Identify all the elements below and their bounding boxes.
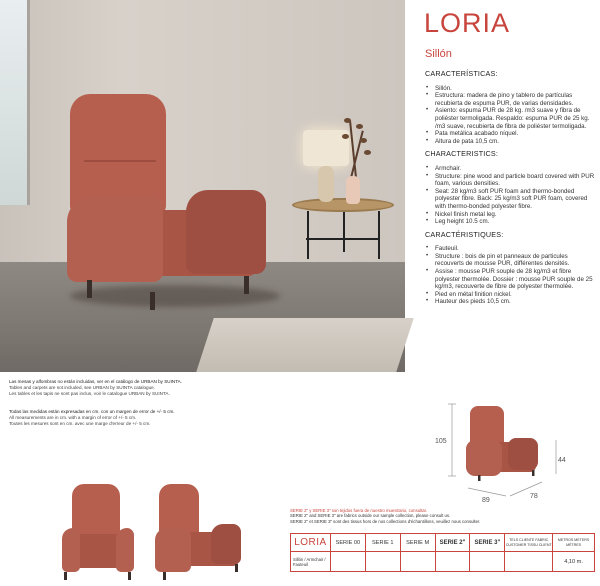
spec-item: • Sillón. <box>424 85 596 93</box>
specs-heading: CARACTERÍSTICAS: <box>425 69 498 78</box>
serie-note-es: SERIE 2" y SERIE 3" son tejidos fuera de nuestro muestrario, consultar. <box>290 508 428 513</box>
price-table <box>290 533 595 572</box>
width-label: 89 <box>482 497 490 504</box>
drawing-chair-leg <box>478 475 481 481</box>
depth-label: 78 <box>530 493 538 500</box>
lamp-base <box>318 166 334 202</box>
thumb-chair-leg <box>64 572 67 580</box>
width-line <box>468 488 506 496</box>
serie-header: SERIE M <box>400 534 435 552</box>
serie-header: SERIE 3" <box>470 534 505 552</box>
specs-heading: CHARACTERISTICS: <box>425 149 499 159</box>
side-view-photo <box>155 484 250 584</box>
height-label: 105 <box>435 438 447 445</box>
note-line: Todas las medidas están expresadas en cm. con un margen de error de +/- 5 cm. <box>9 409 175 414</box>
drawing-chair-leg <box>532 470 535 476</box>
thumb-chair-arm <box>211 524 241 564</box>
price-table-header <box>291 534 595 552</box>
spec-item: • Pied en métal finition nickel. <box>424 291 596 299</box>
leaf <box>360 138 367 143</box>
armchair-left-arm <box>67 196 163 282</box>
spec-item: • Structure : bois de pin et panneaux de particules recouverts de mousse PUR, différentes densités. <box>424 253 596 268</box>
tables-note <box>9 379 249 398</box>
dimension-drawing <box>435 398 594 504</box>
spec-item: • Leg height 10.5 cm. <box>424 218 596 226</box>
table-crossbar <box>306 238 378 240</box>
meters-value: 4,10 m. <box>553 552 595 572</box>
note-line: Las mesas y alfombras no están incluidas, ver en el catálogo de URBAN by SUINTA. <box>9 379 183 384</box>
seat-height-label: 44 <box>558 457 566 464</box>
price-cell <box>470 552 505 572</box>
product-type: Sillón <box>425 48 452 60</box>
price-cell <box>505 552 553 572</box>
spec-item: • Pata metálica acabado níquel. <box>424 130 596 138</box>
armchair-leg <box>244 276 249 294</box>
price-model: LORIA <box>291 534 331 552</box>
rug <box>196 318 414 372</box>
serie-header: SERIE 2" <box>435 534 470 552</box>
table-row <box>291 552 595 572</box>
specs-es <box>424 70 596 145</box>
spec-item: • Hauteur des pieds 10,5 cm. <box>424 298 596 306</box>
table-leg <box>343 212 345 252</box>
specs-fr <box>424 231 596 306</box>
drawing-chair-arm <box>466 440 502 476</box>
spec-item: • Asiento: espuma PUR de 28 kg. /m3 suave y fibra de poliéster termoligada. Respaldo: espuma PUR de 25 kg. /m3 suave, recubierta de fibra de poliéster termoligada. <box>424 107 596 130</box>
thumb-chair-arm <box>62 528 80 572</box>
serie-header: SERIE 00 <box>330 534 365 552</box>
vase <box>346 176 360 204</box>
table-leg <box>378 211 380 259</box>
drawing-chair-arm <box>508 438 538 470</box>
spec-item: • Structure: pine wood and particle board covered with PUR foam, various densities. <box>424 173 596 188</box>
side-table-top <box>292 198 394 212</box>
measures-note <box>9 409 249 428</box>
serie-note-en: SERIE 2" and SERIE 3" are fabrics outside our sample collection, please consult us. <box>290 513 451 519</box>
client-fabric-header: TELS CLIENTE FABRIC CUSTOMER TISSU CLIENT <box>505 534 553 552</box>
armchair-back-seam <box>84 160 156 162</box>
armchair-right-arm <box>186 190 266 274</box>
specifications <box>424 70 596 311</box>
thumb-chair-leg <box>128 572 131 580</box>
thumb-chair-leg <box>235 564 238 572</box>
leaf <box>344 118 351 123</box>
note-line: Les tables et les tapis ne sont pas inclus, voir le catalogue URBAN by SUINTA. <box>9 391 170 397</box>
spec-item: • Assise : mousse PUR souple de 28 kg/m3 et fibre polyester thermolée. Dossier : mousse PUR souple de 25 kg/m3, recouverte de fibre de polyester thermolée. <box>424 268 596 291</box>
serie-header: SERIE 1 <box>365 534 400 552</box>
thumb-chair-arm <box>155 528 191 572</box>
spec-item: • Estructura: madera de pino y tablero de partículas recubierta de espuma PUR, de varias densidades. <box>424 92 596 107</box>
meters-header: METROS METERS MÈTRES <box>553 534 595 552</box>
spec-item: • Altura de pata 10,5 cm. <box>424 138 596 146</box>
armchair-leg <box>150 292 155 310</box>
spec-item: • Fauteuil. <box>424 245 596 253</box>
thumb-chair-arm <box>116 528 134 572</box>
leaf <box>364 150 371 155</box>
serie-note <box>290 508 595 524</box>
window <box>0 0 30 205</box>
front-view-photo <box>58 484 138 584</box>
note-line: Tables and carpets are not included, see URBAN by SUINTA catalogue. <box>9 385 155 391</box>
spec-item: • Seat: 28 kg/m3 soft PUR foam and thermo-bonded polyester fibre. Back: 25 kg/m3 soft PUR foam, covered with thermo-bonded polyester fibre. <box>424 188 596 211</box>
thumb-chair-leg <box>163 572 166 580</box>
table-leg <box>307 211 309 259</box>
spec-item: • Armchair. <box>424 165 596 173</box>
leaf <box>356 124 363 129</box>
price-cell <box>435 552 470 572</box>
specs-en <box>424 150 596 225</box>
armchair-leg <box>87 280 92 298</box>
serie-note-fr: SERIE 2" et SERIE 3" sont des tissus hors de nos collections d'échantillons, veuillez nous consulter. <box>290 518 481 524</box>
leaf <box>342 134 349 139</box>
spec-item: • Nickel finish metal leg. <box>424 211 596 219</box>
note-line: All measurements are in cm. with a margin of error of +/- 5 cm. <box>9 415 137 421</box>
price-cell <box>400 552 435 572</box>
price-cell <box>365 552 400 572</box>
price-cell <box>330 552 365 572</box>
hero-photo <box>0 0 405 372</box>
specs-heading: CARACTÉRISTIQUES: <box>425 229 504 239</box>
product-name: LORIA <box>424 8 511 38</box>
note-line: Toutes les mesures sont en cm. avec une marge d'erreur de +/- 5 cm. <box>9 421 151 427</box>
row-label: Sillón / Armchair / Fauteuil <box>291 552 331 572</box>
